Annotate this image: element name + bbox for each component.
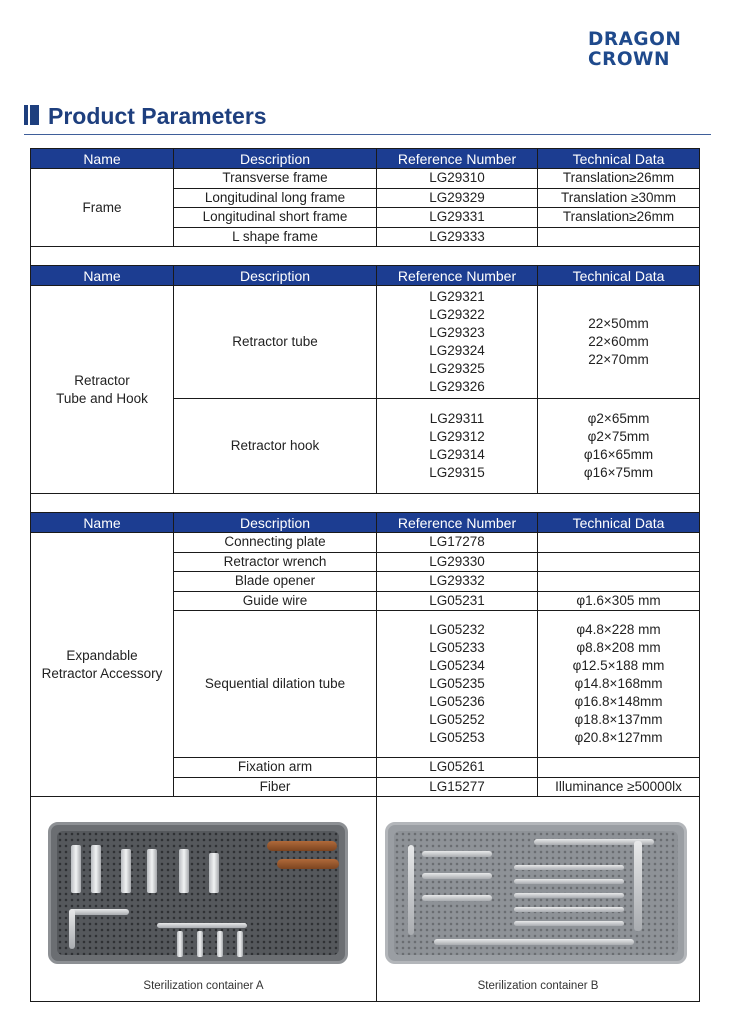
dilation-tube-shape [514,865,624,870]
container-a-cell [31,797,377,1002]
container-a-caption: Sterilization container A [143,980,264,992]
cell-tech [538,758,700,778]
tech-item: φ2×65mm [587,411,650,426]
tech-item: φ16.8×148mm [574,694,663,709]
tech-item: φ16×75mm [583,465,654,480]
ref-item: LG05252 [429,712,485,727]
ref-item: LG05253 [429,730,485,745]
header-reference: Reference Number [377,266,538,286]
cell-tech: Translation≥26mm [538,208,700,228]
tech-item: φ20.8×127mm [574,730,663,745]
ref-item: LG05233 [429,640,485,655]
container-b-cell [377,797,700,1002]
blade-shape [197,931,203,957]
wire-shape [157,923,247,928]
cell-tech: Illuminance ≥50000lx [538,777,700,797]
dilation-tube-shape [514,921,624,926]
retractor-name-line-2: Tube and Hook [56,390,148,406]
blade-shape [177,931,183,957]
frame-rod-shape [69,909,129,915]
ref-item: LG29315 [429,465,485,480]
frame-rod-shape [69,909,75,949]
cell-tech [538,572,700,592]
blade-shape [237,931,243,957]
header-technical: Technical Data [538,149,700,169]
ref-item: LG29321 [429,289,485,304]
cell-desc: Guide wire [174,591,377,611]
ref-item: LG29322 [429,307,485,322]
spacer-cell [31,494,700,513]
brand-line-1: DRAGON [588,29,682,50]
ref-item: LG29325 [429,361,485,376]
sterilization-container-a-image [48,822,348,964]
tech-item: φ16×65mm [583,447,654,462]
frame-rod-shape [422,851,492,857]
tech-item: φ14.8×168mm [574,676,663,691]
table-row [31,533,700,553]
tech-item: φ2×75mm [587,429,650,444]
ref-item: LG29314 [429,447,485,462]
table-row [31,169,700,189]
frame-rod-shape [422,873,492,879]
header-name: Name [31,149,174,169]
header-row [31,513,700,533]
cell-desc: Longitudinal short frame [174,208,377,228]
header-reference: Reference Number [377,149,538,169]
cell-ref: LG05261 [377,758,538,778]
parameters-table [30,148,700,1002]
header-name: Name [31,266,174,286]
brand-line-2: CROWN [588,49,670,70]
ref-item: LG05234 [429,658,485,673]
wooden-handle-shape [277,859,339,869]
cell-desc: Retractor tube [174,286,377,399]
dilation-tube-shape [514,879,624,884]
tech-item: φ18.8×137mm [574,712,663,727]
header-technical: Technical Data [538,513,700,533]
cell-ref-list [377,286,538,399]
cell-ref: LG05231 [377,591,538,611]
cell-ref: LG29329 [377,188,538,208]
tray-a [57,831,339,955]
tray-b [394,831,678,955]
ref-item: LG29324 [429,343,485,358]
spacer-cell [31,247,700,266]
cell-tech: Translation ≥30mm [538,188,700,208]
retractor-tube-shape [179,849,189,893]
tech-item: 22×60mm [588,334,649,349]
retractor-tube-shape [209,853,219,893]
cell-tech-list [538,399,700,494]
cell-desc: Sequential dilation tube [174,611,377,758]
ref-item: LG29323 [429,325,485,340]
header-description: Description [174,149,377,169]
tech-item: φ4.8×228 mm [576,622,661,637]
tech-item: φ12.5×188 mm [572,658,665,673]
accessory-name-line-1: Expandable [66,647,138,663]
table-row [31,286,700,399]
tech-item: φ8.8×208 mm [576,640,661,655]
cell-ref: LG29331 [377,208,538,228]
cell-ref: LG29333 [377,227,538,247]
sterilization-container-b-image [385,822,687,964]
retractor-tube-shape [91,845,101,893]
cell-desc: Connecting plate [174,533,377,553]
cell-desc: Longitudinal long frame [174,188,377,208]
accessory-name-line-2: Retractor Accessory [41,665,163,681]
frame-name: Frame [31,169,174,247]
tech-item: 22×50mm [588,316,649,331]
header-row [31,266,700,286]
fixation-arm-shape [634,841,642,931]
cell-desc: Fixation arm [174,758,377,778]
header-name: Name [31,513,174,533]
cell-ref: LG29330 [377,552,538,572]
retractor-tube-shape [71,845,81,893]
blade-shape [217,931,223,957]
cell-ref-list [377,611,538,758]
fixation-arm-shape [434,939,634,945]
cell-ref: LG29310 [377,169,538,189]
cell-ref-list [377,399,538,494]
header-description: Description [174,266,377,286]
frame-rod-shape [422,895,492,901]
cell-desc: Fiber [174,777,377,797]
cell-tech [538,227,700,247]
spacer-row [31,494,700,513]
cell-ref: LG15277 [377,777,538,797]
retractor-name-line-1: Retractor [74,372,130,388]
ref-item: LG05232 [429,622,485,637]
cell-tech-list [538,611,700,758]
image-row [31,797,700,1002]
header-technical: Technical Data [538,266,700,286]
retractor-name [31,286,174,494]
cell-desc: L shape frame [174,227,377,247]
cell-ref: LG29332 [377,572,538,592]
header-reference: Reference Number [377,513,538,533]
accessory-name [31,533,174,797]
retractor-tube-shape [121,849,131,893]
title-marker-icon [24,105,28,125]
ref-item: LG05235 [429,676,485,691]
container-b-caption: Sterilization container B [477,980,599,992]
dilation-tube-shape [514,893,624,898]
dilation-tube-shape [514,907,624,912]
cell-ref: LG17278 [377,533,538,553]
cell-desc: Retractor hook [174,399,377,494]
cell-desc: Retractor wrench [174,552,377,572]
cell-tech-list [538,286,700,399]
frame-rod-shape [408,845,414,935]
wooden-handle-shape [267,841,337,851]
cell-tech [538,533,700,553]
title-marker-icon-2 [30,105,39,125]
page-title-block [24,103,711,135]
brand-logo [588,30,694,74]
spacer-row [31,247,700,266]
ref-item: LG29326 [429,379,485,394]
ref-item: LG29311 [429,411,485,426]
cell-tech: Translation≥26mm [538,169,700,189]
cell-desc: Blade opener [174,572,377,592]
ref-item: LG05236 [429,694,485,709]
page-title: Product Parameters [48,103,267,129]
header-description: Description [174,513,377,533]
cell-tech: φ1.6×305 mm [538,591,700,611]
retractor-tube-shape [147,849,157,893]
cell-tech [538,552,700,572]
header-row [31,149,700,169]
ref-item: LG29312 [429,429,485,444]
tech-item: 22×70mm [588,352,649,367]
cell-desc: Transverse frame [174,169,377,189]
